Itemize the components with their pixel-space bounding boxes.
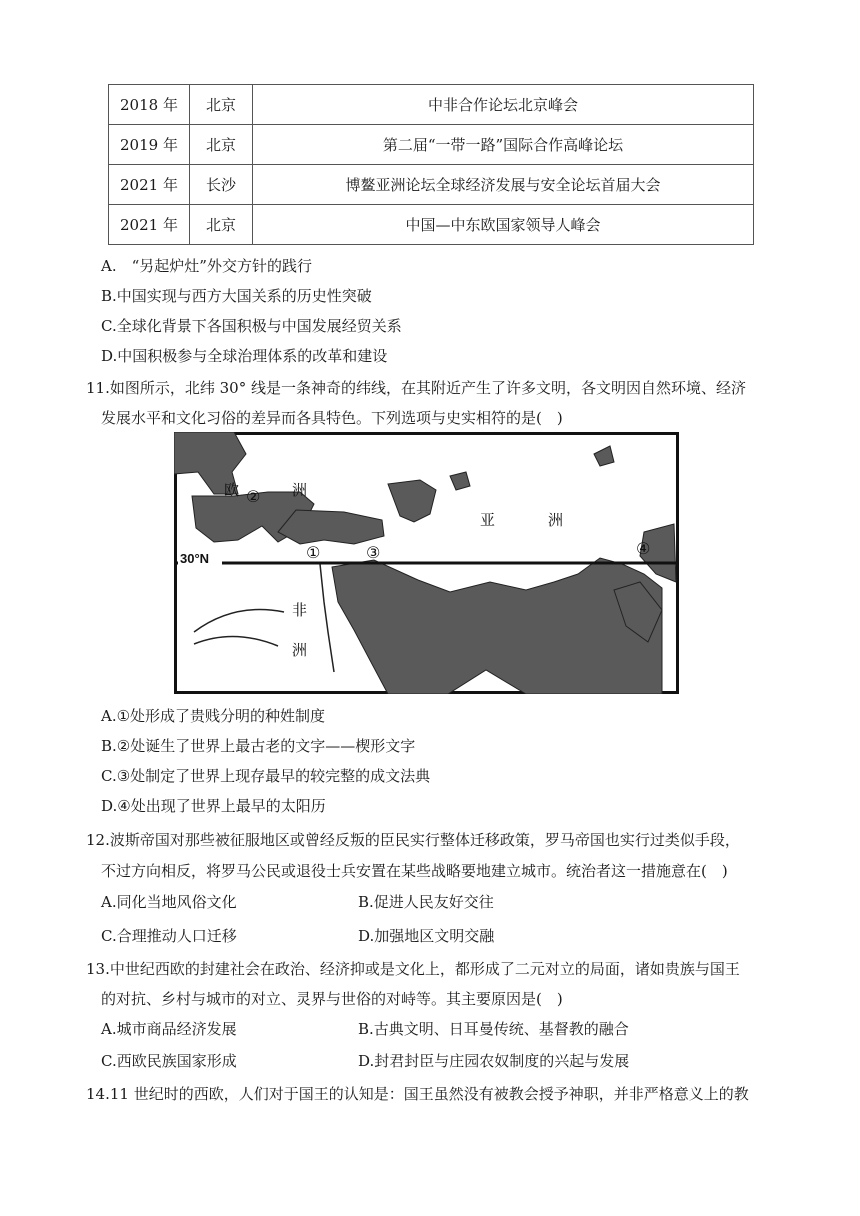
q11-option-d: D.④处出现了世界上最早的太阳历 bbox=[101, 797, 326, 815]
label-africa-2: 洲 bbox=[292, 641, 308, 659]
table-cell-event: 第二届“一带一路”国际合作高峰论坛 bbox=[253, 125, 754, 165]
table-row bbox=[109, 205, 754, 245]
marker-2: ② bbox=[246, 487, 261, 506]
table-cell-event: 中非合作论坛北京峰会 bbox=[253, 85, 754, 125]
table-cell-city: 北京 bbox=[190, 205, 253, 245]
q12-stem-line1: 12.波斯帝国对那些被征服地区或曾经反叛的臣民实行整体迁移政策，罗马帝国也实行过类似手段， bbox=[86, 831, 740, 849]
table-cell-year: 2019 年 bbox=[109, 125, 190, 165]
q10-option-c: C.全球化背景下各国积极与中国发展经贸关系 bbox=[101, 317, 402, 335]
q12-option-c: C.合理推动人口迁移 bbox=[101, 927, 237, 945]
label-asia-2: 洲 bbox=[548, 511, 564, 529]
table-cell-event: 中国—中东欧国家领导人峰会 bbox=[253, 205, 754, 245]
marker-3: ③ bbox=[366, 543, 381, 562]
table-cell-city: 北京 bbox=[190, 85, 253, 125]
table-cell-event: 博鳌亚洲论坛全球经济发展与安全论坛首届大会 bbox=[253, 165, 754, 205]
q13-stem-line1: 13.中世纪西欧的封建社会在政治、经济抑或是文化上，都形成了二元对立的局面，诸如贵族与国王 bbox=[86, 960, 740, 978]
label-europe-1: 欧 bbox=[224, 481, 240, 499]
table-row bbox=[109, 165, 754, 205]
table-cell-year: 2021 年 bbox=[109, 165, 190, 205]
marker-4: ④ bbox=[636, 539, 651, 558]
q10-option-b: B.中国实现与西方大国关系的历史性突破 bbox=[101, 287, 372, 305]
world-map-figure bbox=[174, 432, 679, 694]
q13-option-c: C.西欧民族国家形成 bbox=[101, 1052, 237, 1070]
q11-stem-line1: 11.如图所示，北纬 30° 线是一条神奇的纬线，在其附近产生了许多文明，各文明因自然环境、经济 bbox=[86, 379, 746, 397]
q14-stem-line1: 14.11 世纪时的西欧，人们对于国王的认知是：国王虽然没有被教会授予神职，并非严格意义上的教 bbox=[86, 1085, 749, 1103]
q11-option-b: B.②处诞生了世界上最古老的文字——楔形文字 bbox=[101, 737, 416, 755]
label-asia-1: 亚 bbox=[480, 511, 496, 529]
marker-1: ① bbox=[306, 543, 321, 562]
table-row bbox=[109, 85, 754, 125]
table-cell-year: 2018 年 bbox=[109, 85, 190, 125]
table-cell-city: 北京 bbox=[190, 125, 253, 165]
q11-option-a: A.①处形成了贵贱分明的种姓制度 bbox=[101, 707, 326, 725]
label-africa-1: 非 bbox=[292, 601, 308, 619]
q12-option-b: B.促进人民友好交往 bbox=[358, 893, 494, 911]
table-row bbox=[109, 125, 754, 165]
q12-option-d: D.加强地区文明交融 bbox=[358, 927, 495, 945]
label-europe-2: 洲 bbox=[292, 481, 308, 499]
q11-stem-line2: 发展水平和文化习俗的差异而各具特色。下列选项与史实相符的是( ) bbox=[101, 409, 563, 427]
q13-option-b: B.古典文明、日耳曼传统、基督教的融合 bbox=[358, 1020, 629, 1038]
q13-stem-line2: 的对抗、乡村与城市的对立、灵界与世俗的对峙等。其主要原因是( ) bbox=[101, 990, 563, 1008]
q13-option-a: A.城市商品经济发展 bbox=[101, 1020, 237, 1038]
q13-option-d: D.封君封臣与庄园农奴制度的兴起与发展 bbox=[358, 1052, 630, 1070]
q12-stem-line2: 不过方向相反，将罗马公民或退役士兵安置在某些战略要地建立城市。统治者这一措施意在( ) bbox=[101, 862, 728, 880]
latitude-label: 30°N bbox=[180, 551, 210, 566]
q10-option-d: D.中国积极参与全球治理体系的改革和建设 bbox=[101, 347, 388, 365]
q12-option-a: A.同化当地风俗文化 bbox=[101, 893, 237, 911]
events-table bbox=[108, 84, 754, 245]
q10-option-a: A. “另起炉灶”外交方针的践行 bbox=[101, 257, 312, 275]
q11-option-c: C.③处制定了世界上现存最早的较完整的成文法典 bbox=[101, 767, 431, 785]
table-cell-year: 2021 年 bbox=[109, 205, 190, 245]
table-cell-city: 长沙 bbox=[190, 165, 253, 205]
